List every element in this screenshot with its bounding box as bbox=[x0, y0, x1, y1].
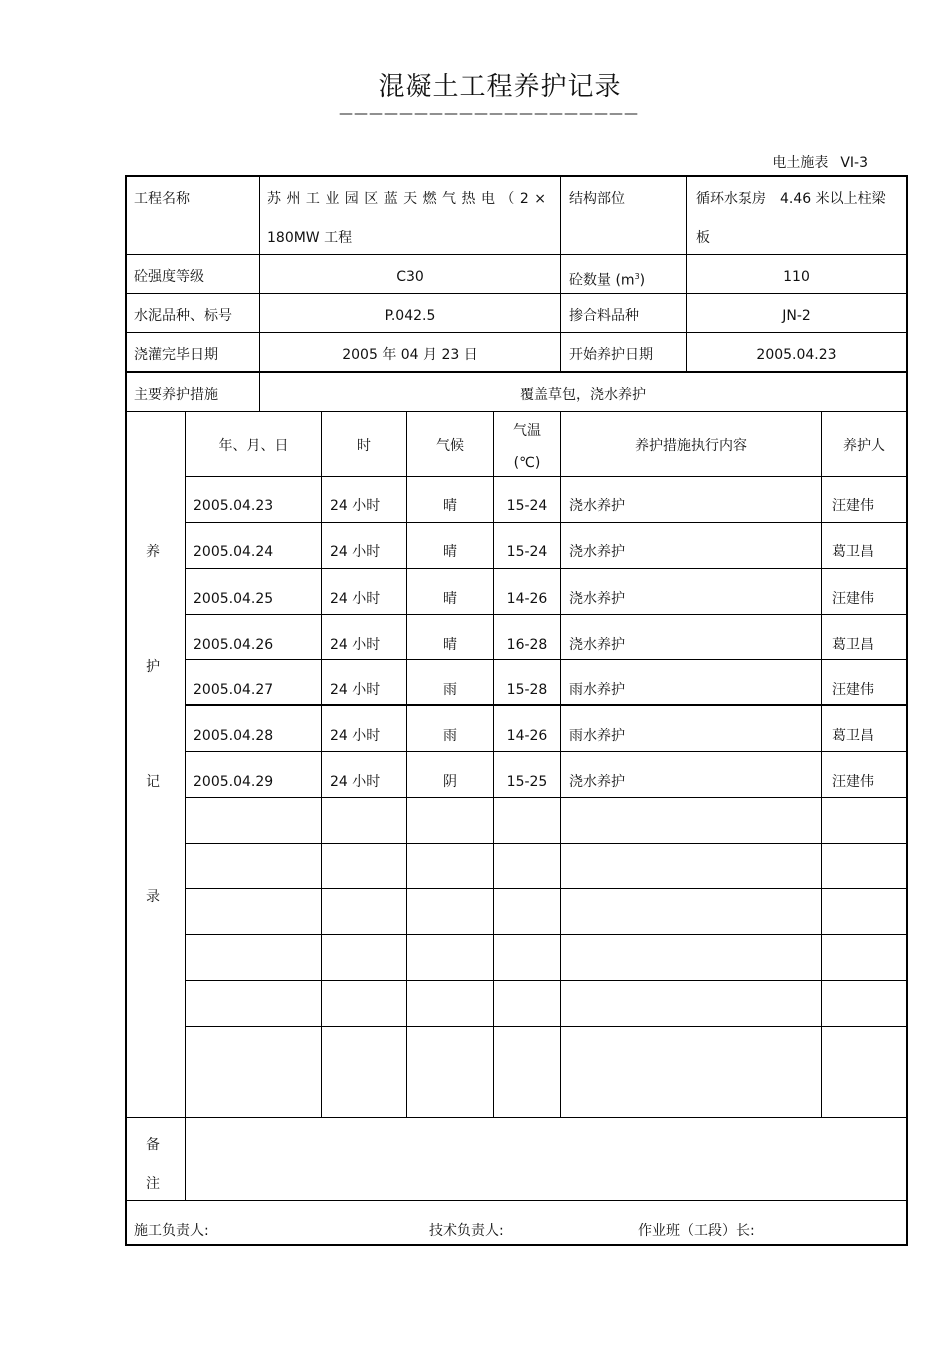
row-time: 24 小时 bbox=[330, 498, 381, 514]
header-temperature-unit: (℃) bbox=[513, 455, 541, 471]
header-content: 养护措施执行内容 bbox=[635, 438, 747, 454]
project-name-value: 苏 州 工 业 园 区 蓝 天 燃 气 热 电 （ 2 × bbox=[267, 191, 547, 207]
row-temperature: 14-26 bbox=[506, 728, 548, 744]
form-code-label: 电土施表 bbox=[772, 155, 829, 171]
project-name-value-cont: 180MW 工程 bbox=[267, 230, 353, 246]
row-person: 葛卫昌 bbox=[832, 637, 874, 653]
row-time: 24 小时 bbox=[330, 544, 381, 560]
admixture-value: JN-2 bbox=[782, 308, 811, 324]
side-label-char: 养 bbox=[146, 544, 160, 560]
curing-measures-value: 覆盖草包，浇水养护 bbox=[520, 387, 646, 403]
row-date: 2005.04.25 bbox=[193, 591, 274, 607]
row-content: 浇水养护 bbox=[569, 637, 625, 653]
header-person: 养护人 bbox=[843, 438, 885, 454]
row-temperature: 14-26 bbox=[506, 591, 548, 607]
row-weather: 晴 bbox=[443, 544, 457, 560]
project-name-label: 工程名称 bbox=[134, 191, 190, 207]
admixture-label: 掺合料品种 bbox=[569, 308, 639, 324]
row-time: 24 小时 bbox=[330, 728, 381, 744]
row-weather: 晴 bbox=[443, 591, 457, 607]
header-date: 年、月、日 bbox=[218, 438, 289, 454]
row-date: 2005.04.28 bbox=[193, 728, 274, 744]
curing-measures-label: 主要养护措施 bbox=[134, 387, 218, 403]
side-label-char: 护 bbox=[146, 659, 160, 675]
row-weather: 阴 bbox=[443, 774, 457, 790]
remarks-label-char: 注 bbox=[146, 1176, 160, 1192]
side-label-char: 录 bbox=[146, 889, 160, 905]
pour-date-label: 浇灌完毕日期 bbox=[134, 347, 218, 363]
side-label-char: 记 bbox=[146, 774, 160, 790]
record-form bbox=[125, 175, 908, 1246]
header-temperature: 气温 bbox=[513, 423, 541, 439]
concrete-quantity-label: 砼数量 $(m^3)$ bbox=[569, 272, 646, 289]
concrete-strength-label: 砼强度等级 bbox=[134, 269, 204, 285]
row-time: 24 小时 bbox=[330, 682, 381, 698]
row-time: 24 小时 bbox=[330, 591, 381, 607]
row-person: 葛卫昌 bbox=[832, 728, 874, 744]
row-person: 汪建伟 bbox=[832, 591, 874, 607]
row-temperature: 15-24 bbox=[506, 544, 548, 560]
row-content: 雨水养护 bbox=[569, 682, 625, 698]
row-content: 雨水养护 bbox=[569, 728, 625, 744]
row-person: 汪建伟 bbox=[832, 774, 874, 790]
team-lead-label: 作业班（工段）长: bbox=[638, 1223, 755, 1239]
cure-start-value: 2005.04.23 bbox=[756, 347, 837, 363]
row-weather: 晴 bbox=[443, 498, 457, 514]
page-title: 混凝土工程养护记录 bbox=[378, 72, 622, 102]
row-temperature: 15-28 bbox=[506, 682, 548, 698]
form-code-value: VI-3 bbox=[840, 155, 868, 171]
row-content: 浇水养护 bbox=[569, 498, 625, 514]
row-date: 2005.04.23 bbox=[193, 498, 274, 514]
row-date: 2005.04.24 bbox=[193, 544, 274, 560]
row-weather: 雨 bbox=[443, 682, 457, 698]
row-person: 汪建伟 bbox=[832, 498, 874, 514]
form-code bbox=[760, 152, 868, 172]
row-time: 24 小时 bbox=[330, 637, 381, 653]
title-underline: ———————————————————— bbox=[339, 106, 639, 122]
header-weather: 气候 bbox=[436, 438, 464, 454]
concrete-strength-value: C30 bbox=[396, 269, 424, 285]
cement-type-label: 水泥品种、标号 bbox=[134, 308, 232, 324]
pour-date-value: 2005 年 04 月 23 日 bbox=[342, 347, 478, 363]
concrete-quantity-value: 110 bbox=[783, 269, 810, 285]
row-date: 2005.04.27 bbox=[193, 682, 274, 698]
row-temperature: 15-24 bbox=[506, 498, 548, 514]
remarks-label-char: 备 bbox=[146, 1137, 160, 1153]
row-date: 2005.04.29 bbox=[193, 774, 274, 790]
row-content: 浇水养护 bbox=[569, 591, 625, 607]
row-weather: 雨 bbox=[443, 728, 457, 744]
technical-lead-label: 技术负责人: bbox=[429, 1223, 504, 1239]
structure-part-value: 循环水泵房 4.46 米以上柱梁 bbox=[696, 191, 886, 207]
construction-lead-label: 施工负责人: bbox=[134, 1223, 209, 1239]
structure-part-value-cont: 板 bbox=[696, 230, 710, 246]
row-date: 2005.04.26 bbox=[193, 637, 274, 653]
row-content: 浇水养护 bbox=[569, 774, 625, 790]
row-person: 葛卫昌 bbox=[832, 544, 874, 560]
cure-start-label: 开始养护日期 bbox=[569, 347, 653, 363]
row-time: 24 小时 bbox=[330, 774, 381, 790]
header-time: 时 bbox=[357, 438, 371, 454]
row-temperature: 15-25 bbox=[506, 774, 548, 790]
row-content: 浇水养护 bbox=[569, 544, 625, 560]
structure-part-label: 结构部位 bbox=[569, 191, 625, 207]
row-weather: 晴 bbox=[443, 637, 457, 653]
cement-type-value: P.042.5 bbox=[384, 308, 436, 324]
row-temperature: 16-28 bbox=[506, 637, 548, 653]
row-person: 汪建伟 bbox=[832, 682, 874, 698]
